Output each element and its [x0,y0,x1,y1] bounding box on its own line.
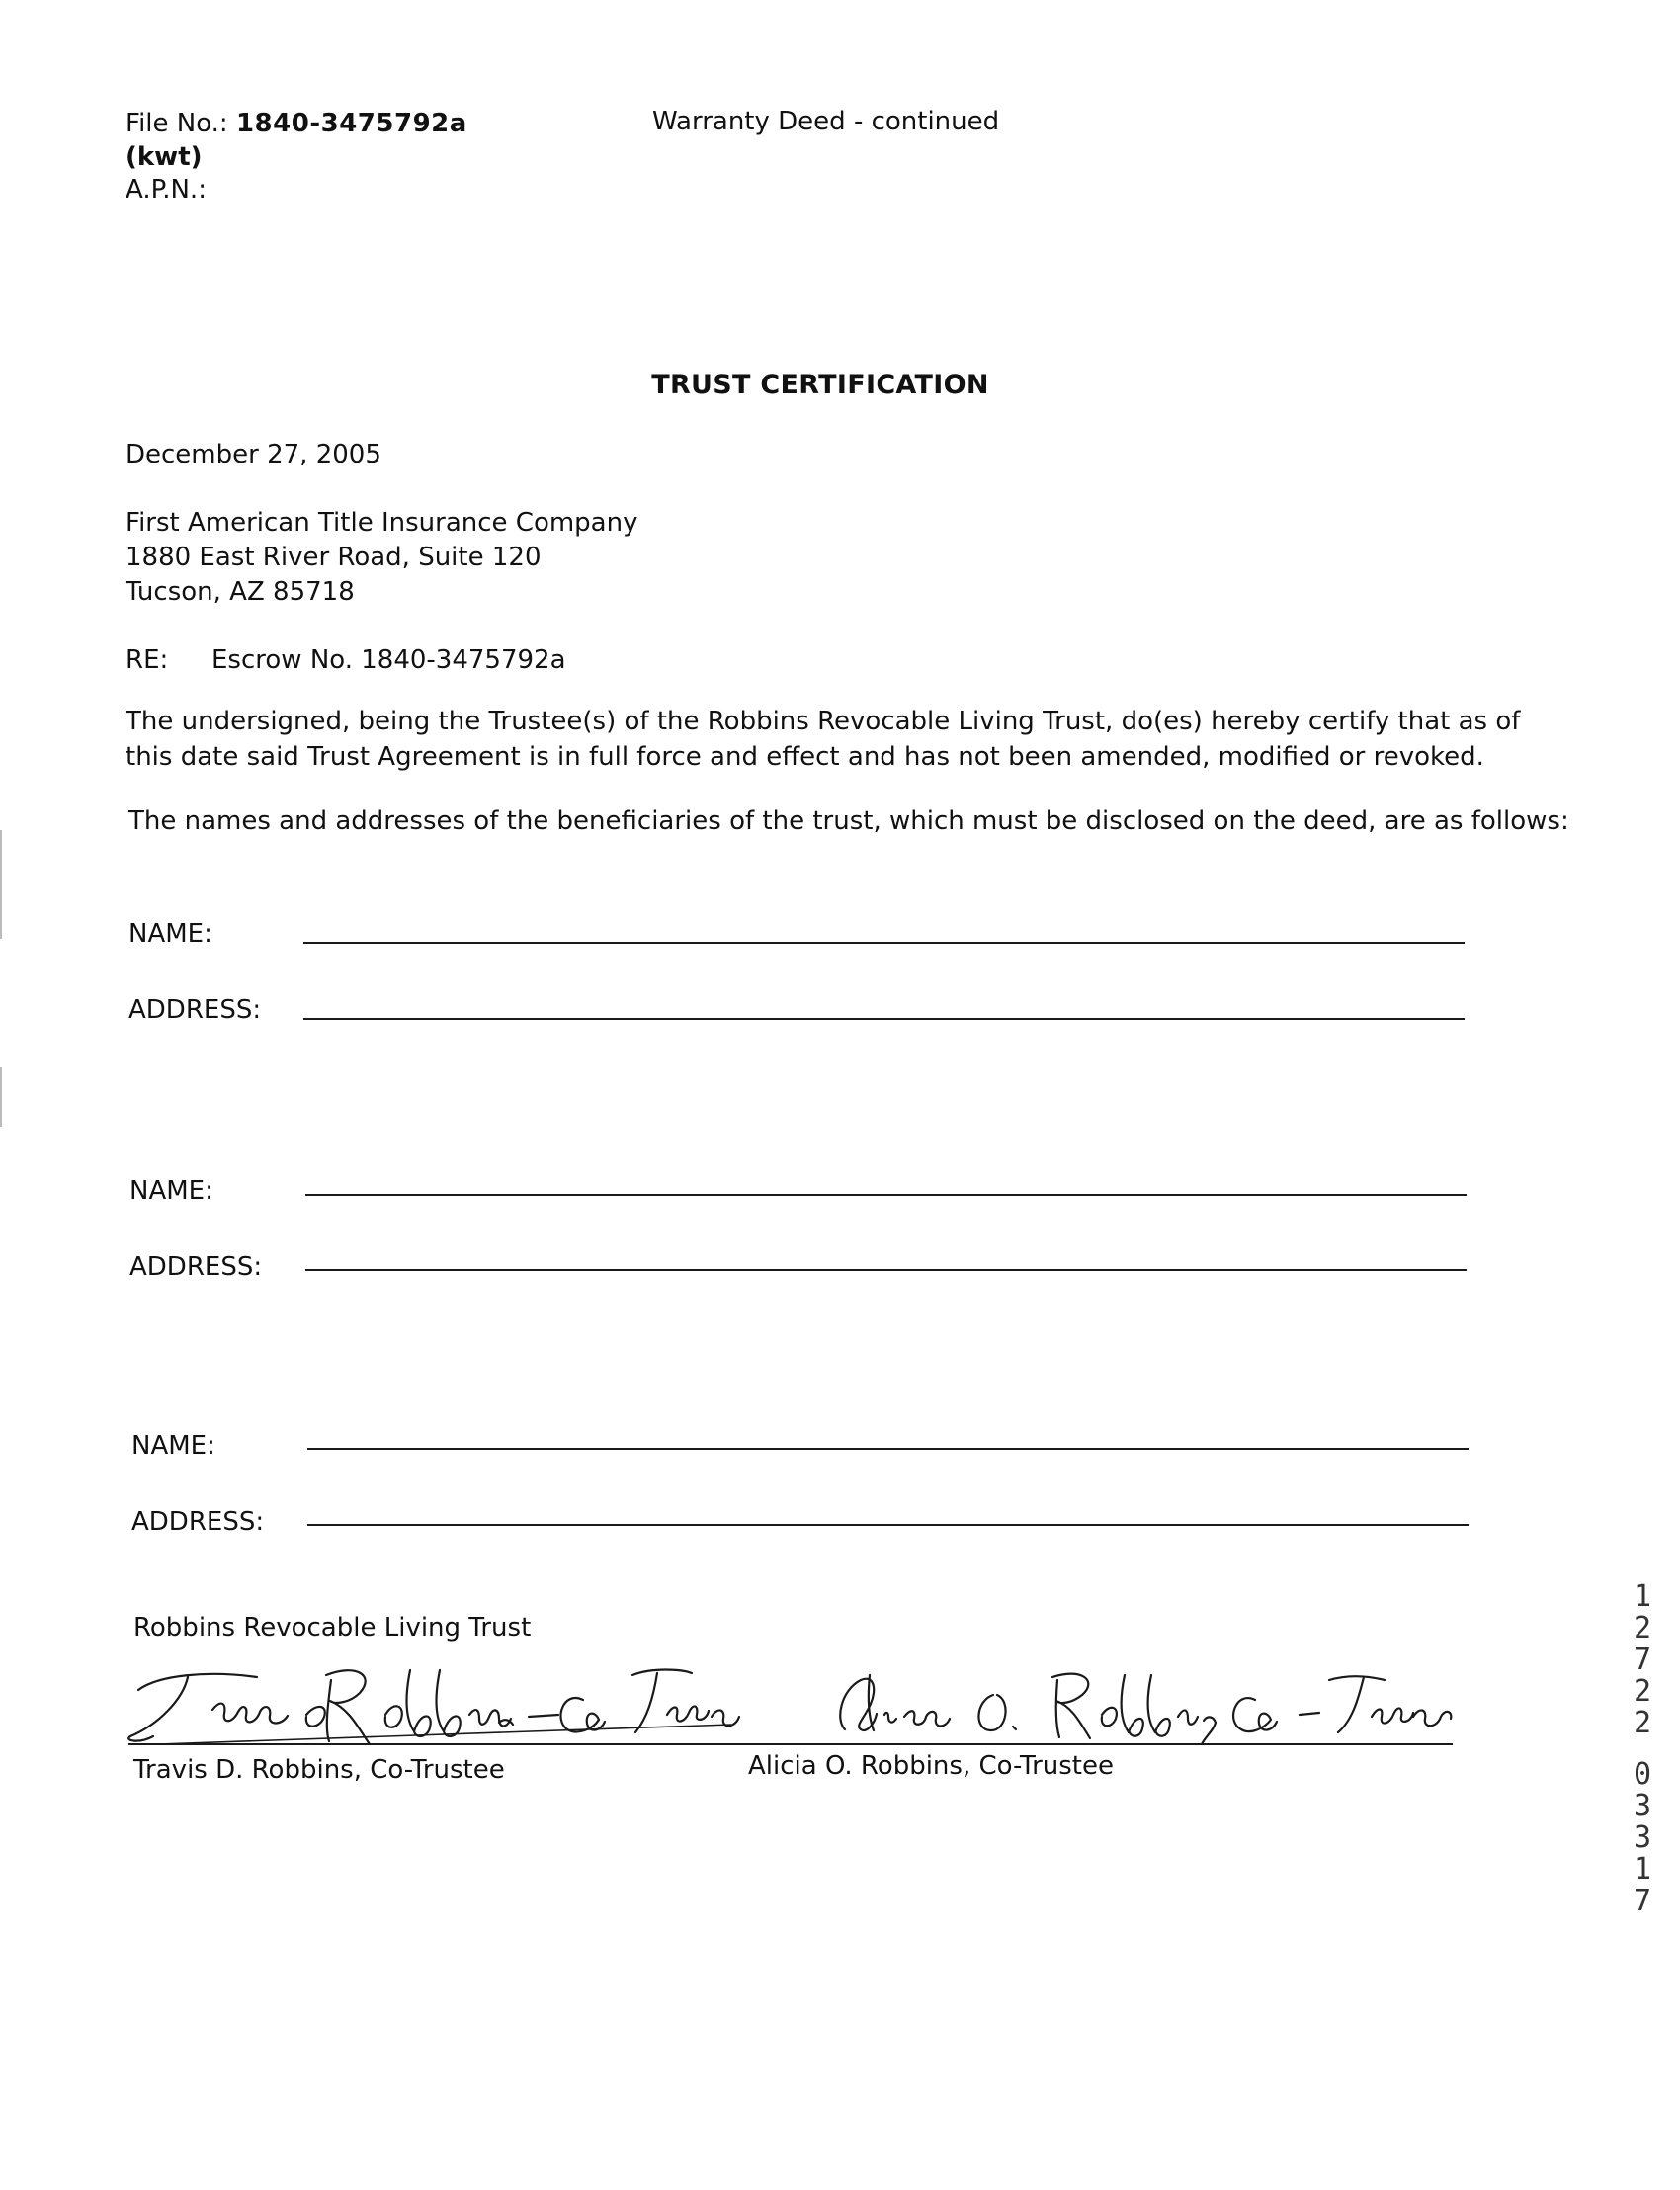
recipient-company: First American Title Insurance Company [126,508,638,538]
scan-edge-mark [0,1067,2,1127]
trust-name: Robbins Revocable Living Trust [133,1613,532,1642]
file-number-value: 1840-3475792a [235,109,467,138]
address-label: ADDRESS: [129,1252,263,1282]
name-field-line[interactable] [307,1448,1469,1450]
recipient-city: Tucson, AZ 85718 [126,577,355,607]
stamp-digit: 1 [1633,1579,1652,1614]
stamp-digit: 2 [1633,1674,1652,1709]
stamp-digit: 0 [1633,1757,1652,1792]
stamp-digit: 3 [1633,1789,1652,1823]
name-field-line[interactable] [305,1194,1467,1196]
stamp-digit: 7 [1633,1642,1652,1677]
document-date: December 27, 2005 [126,440,381,469]
page-title: TRUST CERTIFICATION [651,370,989,400]
file-number [126,107,467,140]
name-label: NAME: [131,1431,215,1461]
certification-paragraph: The undersigned, being the Trustee(s) of the Robbins Revocable Living Trust, do(es) hereby certify that as of this date said Trust Agreement is in full force and effect and has not been amended, modified or revoked. [126,707,1521,772]
address-field-line[interactable] [303,1018,1465,1020]
signature-strokes [119,1655,1463,1754]
file-number-label: File No.: [126,109,228,138]
scan-edge-mark [0,830,2,939]
travis-signature-caption: Travis D. Robbins, Co-Trustee [133,1755,505,1785]
recipient-street: 1880 East River Road, Suite 120 [126,543,542,572]
address-field-line[interactable] [307,1524,1469,1526]
alicia-signature-stroke [840,1675,950,1730]
name-label: NAME: [128,919,212,949]
stamp-digit [1623,1739,1662,1759]
beneficiaries-intro: The names and addresses of the beneficiaries of the trust, which must be disclosed on the deed, are as follows: [128,806,1569,836]
stamp-digit: 3 [1633,1820,1652,1855]
address-label: ADDRESS: [131,1507,265,1537]
apn-label: A.P.N.: [126,175,207,205]
address-label: ADDRESS: [128,995,262,1025]
stamp-digit: 2 [1633,1611,1652,1645]
name-field-line[interactable] [303,942,1465,944]
address-field-line[interactable] [305,1269,1467,1271]
deed-continued-heading: Warranty Deed - continued [652,107,1000,136]
stamp-digit: 7 [1633,1884,1652,1918]
travis-signature-stroke [128,1674,257,1741]
file-number-suffix: (kwt) [126,142,203,172]
signature-line [128,1743,1453,1745]
stamp-digit: 2 [1633,1706,1652,1740]
re-label: RE: [126,645,169,675]
stamp-digit: 1 [1633,1852,1652,1887]
name-label: NAME: [129,1176,213,1206]
escrow-number: Escrow No. 1840-3475792a [211,645,566,675]
recording-stamp-number [1623,1581,1662,1917]
alicia-signature-caption: Alicia O. Robbins, Co-Trustee [748,1751,1114,1781]
